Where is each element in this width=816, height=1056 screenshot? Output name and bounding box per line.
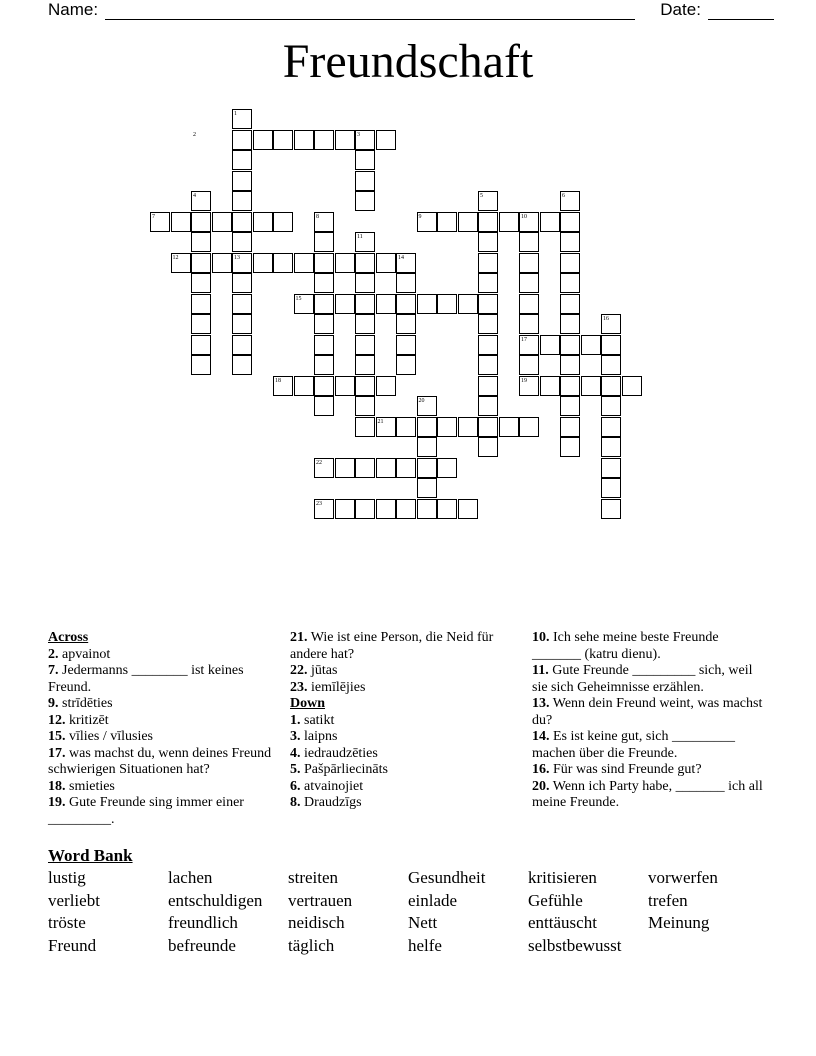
- grid-cell[interactable]: [519, 232, 539, 252]
- word-bank-item: streiten: [288, 868, 339, 887]
- grid-cell[interactable]: [601, 396, 621, 416]
- grid-cell[interactable]: [478, 335, 498, 355]
- grid-cell[interactable]: [478, 437, 498, 457]
- down-clue-13: 13. Wenn dein Freund weint, was machst du?: [532, 696, 763, 728]
- grid-cell[interactable]: [314, 376, 334, 396]
- grid-cell[interactable]: [232, 273, 252, 293]
- clue-number-20: 20: [418, 398, 425, 404]
- word-bank-item: entschuldigen: [168, 890, 263, 910]
- word-bank-item: Gefühle: [528, 890, 583, 910]
- grid-cell[interactable]: [478, 232, 498, 252]
- grid-cell[interactable]: [355, 376, 375, 396]
- clue-number-13: 13: [234, 254, 240, 261]
- grid-cell[interactable]: [396, 294, 416, 314]
- grid-cell[interactable]: [355, 355, 375, 375]
- grid-cell[interactable]: [396, 499, 416, 519]
- grid-cell[interactable]: [314, 130, 334, 150]
- down-clue-1: 1. satikt: [290, 712, 335, 728]
- grid-cell[interactable]: [560, 376, 580, 396]
- clue-number-9: 9: [418, 213, 422, 220]
- grid-cell[interactable]: [601, 335, 621, 355]
- grid-cell[interactable]: [437, 499, 457, 519]
- across-clue-9: 9. strīdēties: [48, 696, 113, 711]
- grid-cell[interactable]: [376, 130, 396, 150]
- grid-cell[interactable]: [560, 396, 580, 416]
- word-bank-item: Nett: [408, 913, 438, 932]
- grid-cell[interactable]: [376, 253, 396, 273]
- word-bank-item: einlade: [408, 890, 458, 910]
- grid-cell[interactable]: [601, 376, 621, 396]
- word-bank-item: freundlich: [168, 913, 238, 932]
- clue-number-22: 22: [316, 459, 322, 466]
- grid-cell[interactable]: [314, 396, 334, 416]
- grid-cell[interactable]: [601, 437, 621, 457]
- across-clue-12: 12. kritizēt: [48, 712, 109, 728]
- grid-cell[interactable]: [355, 150, 375, 170]
- grid-cell[interactable]: [396, 335, 416, 355]
- grid-cell[interactable]: [314, 335, 334, 355]
- grid-cell[interactable]: [560, 437, 580, 457]
- across-clues-col1: [48, 630, 284, 828]
- word-bank-item: lustig: [48, 868, 86, 887]
- grid-cell[interactable]: [396, 355, 416, 375]
- clue-number-1: 1: [234, 111, 237, 117]
- grid-cell[interactable]: [396, 314, 416, 334]
- grid-cell[interactable]: [519, 273, 539, 293]
- grid-cell[interactable]: [622, 376, 642, 396]
- clue-number-10: 10: [521, 213, 527, 220]
- grid-cell[interactable]: [191, 253, 211, 273]
- down-clue-20: 20. Wenn ich Party habe, _______ ich all meine Freunde.: [532, 778, 763, 810]
- grid-cell[interactable]: [355, 314, 375, 334]
- across-clue-19: 19. Gute Freunde sing immer einer _________.: [48, 795, 244, 827]
- grid-cell[interactable]: [294, 130, 314, 150]
- grid-cell[interactable]: [314, 273, 334, 293]
- grid-cell[interactable]: [560, 232, 580, 252]
- grid-cell[interactable]: [499, 417, 519, 437]
- across-clue-21: 21. Wie ist eine Person, die Neid für andere hat?: [290, 630, 494, 662]
- grid-cell[interactable]: [478, 212, 498, 232]
- grid-cell[interactable]: [458, 417, 478, 437]
- clue-number-2: 2: [193, 131, 196, 138]
- grid-cell[interactable]: [355, 191, 375, 211]
- grid-cell[interactable]: [294, 253, 314, 273]
- grid-cell[interactable]: [478, 253, 498, 273]
- across-clue-15: 15. vīlies / vīlusies: [48, 729, 153, 744]
- grid-cell[interactable]: [355, 499, 375, 519]
- date-label: Date:: [660, 0, 701, 19]
- down-clues-col3: [532, 630, 768, 812]
- word-bank-item: Meinung: [648, 913, 710, 932]
- grid-cell[interactable]: [519, 355, 539, 375]
- word-bank-item: tröste: [48, 913, 86, 932]
- grid-cell[interactable]: [355, 417, 375, 437]
- clue-number-17: 17: [521, 336, 527, 343]
- grid-cell[interactable]: [294, 376, 314, 396]
- word-bank-item: vorwerfen: [648, 868, 718, 887]
- grid-cell[interactable]: [519, 417, 539, 437]
- grid-cell[interactable]: [376, 376, 396, 396]
- grid-cell[interactable]: [396, 273, 416, 293]
- clue-number-12: 12: [172, 254, 179, 261]
- grid-cell[interactable]: [273, 253, 293, 273]
- grid-cell[interactable]: [314, 294, 334, 314]
- grid-cell[interactable]: [335, 499, 355, 519]
- down-clue-5: 5. Pašpārliecināts: [290, 762, 388, 777]
- grid-cell[interactable]: [212, 212, 232, 232]
- grid-cell[interactable]: [191, 294, 211, 314]
- down-clue-6: 6. atvainojiet: [290, 778, 364, 794]
- grid-cell[interactable]: [519, 294, 539, 314]
- grid-cell[interactable]: [335, 294, 355, 314]
- clue-number-4: 4: [193, 193, 196, 199]
- grid-cell[interactable]: [232, 232, 252, 252]
- grid-cell[interactable]: [560, 212, 580, 232]
- grid-cell[interactable]: [417, 294, 437, 314]
- word-bank-item: helfe: [408, 935, 442, 955]
- grid-cell[interactable]: [540, 335, 560, 355]
- grid-cell[interactable]: [232, 335, 252, 355]
- grid-cell[interactable]: [458, 212, 478, 232]
- down-clue-3: 3. laipns: [290, 729, 338, 744]
- name-label: Name:: [48, 0, 99, 19]
- grid-cell[interactable]: [396, 458, 416, 478]
- word-bank-item: enttäuscht: [528, 913, 597, 932]
- grid-cell[interactable]: [232, 212, 252, 232]
- grid-cell[interactable]: [191, 232, 211, 252]
- grid-cell[interactable]: [478, 273, 498, 293]
- grid-cell[interactable]: [499, 212, 519, 232]
- grid-cell[interactable]: [335, 458, 355, 478]
- grid-cell[interactable]: [314, 232, 334, 252]
- grid-cell[interactable]: [355, 273, 375, 293]
- grid-cell[interactable]: [335, 130, 355, 150]
- grid-cell[interactable]: [191, 355, 211, 375]
- grid-cell[interactable]: [601, 499, 621, 519]
- across-clue-23: 23. iemīlējies: [290, 679, 366, 695]
- grid-cell[interactable]: [417, 478, 437, 498]
- down-clue-8: 8. Draudzīgs: [290, 795, 362, 810]
- grid-cell[interactable]: [376, 458, 396, 478]
- clue-number-15: 15: [295, 295, 302, 302]
- grid-cell[interactable]: [314, 355, 334, 375]
- grid-cell[interactable]: [437, 212, 457, 232]
- grid-cell[interactable]: [437, 458, 457, 478]
- word-bank-heading: Word Bank: [48, 846, 133, 865]
- down-heading: Down: [290, 696, 326, 711]
- across-clue-7: 7. Jedermanns ________ ist keines Freund.: [48, 663, 244, 695]
- grid-cell[interactable]: [253, 212, 273, 232]
- word-bank-item: trefen: [648, 890, 688, 910]
- grid-cell[interactable]: [560, 417, 580, 437]
- grid-cell[interactable]: [335, 376, 355, 396]
- grid-cell[interactable]: [355, 171, 375, 191]
- grid-cell[interactable]: [191, 314, 211, 334]
- grid-cell[interactable]: [355, 396, 375, 416]
- grid-cell[interactable]: [253, 130, 273, 150]
- clue-number-21: 21: [377, 418, 384, 425]
- grid-cell[interactable]: [212, 253, 232, 273]
- clue-number-3: 3: [357, 131, 360, 138]
- grid-cell[interactable]: [478, 417, 498, 437]
- grid-cell[interactable]: [601, 417, 621, 437]
- grid-cell[interactable]: [232, 150, 252, 170]
- grid-cell[interactable]: [601, 478, 621, 498]
- clues-col2: [290, 630, 526, 812]
- word-bank-item: lachen: [168, 868, 213, 887]
- word-bank-item: selbstbewusst: [528, 935, 622, 955]
- grid-cell[interactable]: [560, 294, 580, 314]
- down-clue-14: 14. Es ist keine gut, sich _________ machen über die Freunde.: [532, 729, 735, 761]
- word-bank-item: befreunde: [168, 935, 236, 955]
- grid-cell[interactable]: [560, 253, 580, 273]
- grid-cell[interactable]: [540, 212, 560, 232]
- grid-cell[interactable]: [355, 458, 375, 478]
- grid-cell[interactable]: [232, 294, 252, 314]
- grid-cell[interactable]: [171, 212, 191, 232]
- grid-cell[interactable]: [417, 499, 437, 519]
- word-bank-item: neidisch: [288, 913, 345, 932]
- clue-number-6: 6: [562, 193, 565, 199]
- clue-number-11: 11: [357, 234, 363, 240]
- grid-cell[interactable]: [581, 335, 601, 355]
- clue-number-18: 18: [275, 377, 281, 384]
- grid-cell[interactable]: [458, 294, 478, 314]
- across-clue-2: 2. apvainot: [48, 646, 111, 662]
- down-clue-4: 4. iedraudzēties: [290, 745, 378, 761]
- grid-cell[interactable]: [478, 314, 498, 334]
- down-clue-16: 16. Für was sind Freunde gut?: [532, 762, 702, 777]
- word-bank-item: Freund: [48, 935, 97, 955]
- grid-cell[interactable]: [478, 396, 498, 416]
- grid-cell[interactable]: [417, 458, 437, 478]
- grid-cell[interactable]: [191, 212, 211, 232]
- across-heading: Across: [48, 630, 89, 645]
- clue-number-16: 16: [603, 316, 609, 322]
- grid-cell[interactable]: [581, 376, 601, 396]
- word-bank-item: vertrauen: [288, 890, 353, 910]
- grid-cell[interactable]: [253, 253, 273, 273]
- grid-cell[interactable]: [191, 335, 211, 355]
- grid-cell[interactable]: [314, 253, 334, 273]
- down-clue-11: 11. Gute Freunde _________ sich, weil sie sich Geheimnisse erzählen.: [532, 663, 753, 695]
- grid-cell[interactable]: [232, 130, 252, 150]
- grid-cell[interactable]: [191, 273, 211, 293]
- grid-cell[interactable]: [519, 253, 539, 273]
- grid-cell[interactable]: [314, 314, 334, 334]
- grid-cell[interactable]: [458, 499, 478, 519]
- grid-cell[interactable]: [437, 417, 457, 437]
- grid-cell[interactable]: [437, 294, 457, 314]
- grid-cell[interactable]: [417, 417, 437, 437]
- grid-cell[interactable]: [478, 294, 498, 314]
- down-clue-10: 10. Ich sehe meine beste Freunde _______ (katru dienu).: [532, 630, 719, 662]
- grid-cell[interactable]: [601, 458, 621, 478]
- grid-cell[interactable]: [560, 355, 580, 375]
- grid-cell[interactable]: [273, 130, 293, 150]
- grid-cell[interactable]: [355, 335, 375, 355]
- clue-number-14: 14: [398, 254, 404, 261]
- across-clue-22: 22. jūtas: [290, 663, 338, 678]
- grid-cell[interactable]: [376, 294, 396, 314]
- across-clue-17: 17. was machst du, wenn deines Freund schwierigen Situationen hat?: [48, 745, 272, 777]
- word-bank-item: Gesundheit: [408, 868, 486, 887]
- clue-number-5: 5: [480, 193, 483, 199]
- clue-number-19: 19: [521, 377, 527, 384]
- word-bank-item: kritisieren: [528, 868, 597, 887]
- grid-cell[interactable]: [560, 335, 580, 355]
- grid-cell[interactable]: [417, 437, 437, 457]
- grid-cell[interactable]: [355, 294, 375, 314]
- word-bank-item: verliebt: [48, 890, 100, 910]
- grid-cell[interactable]: [335, 253, 355, 273]
- grid-cell[interactable]: [478, 355, 498, 375]
- grid-cell[interactable]: [519, 314, 539, 334]
- grid-cell[interactable]: [232, 355, 252, 375]
- grid-cell[interactable]: [355, 253, 375, 273]
- clue-number-8: 8: [316, 213, 319, 220]
- grid-cell[interactable]: [273, 212, 293, 232]
- clue-number-7: 7: [152, 213, 155, 220]
- page-title: Freundschaft: [282, 35, 534, 88]
- grid-cell[interactable]: [376, 499, 396, 519]
- grid-cell[interactable]: [560, 273, 580, 293]
- grid-cell[interactable]: [540, 376, 560, 396]
- clue-number-23: 23: [316, 500, 322, 507]
- grid-cell[interactable]: [601, 355, 621, 375]
- grid-cell[interactable]: [478, 376, 498, 396]
- grid-cell[interactable]: [232, 171, 252, 191]
- grid-cell[interactable]: [232, 314, 252, 334]
- word-bank-item: täglich: [288, 935, 335, 955]
- grid-cell[interactable]: [560, 314, 580, 334]
- grid-cell[interactable]: [232, 191, 252, 211]
- across-clue-18: 18. smieties: [48, 778, 115, 794]
- grid-cell[interactable]: [396, 417, 416, 437]
